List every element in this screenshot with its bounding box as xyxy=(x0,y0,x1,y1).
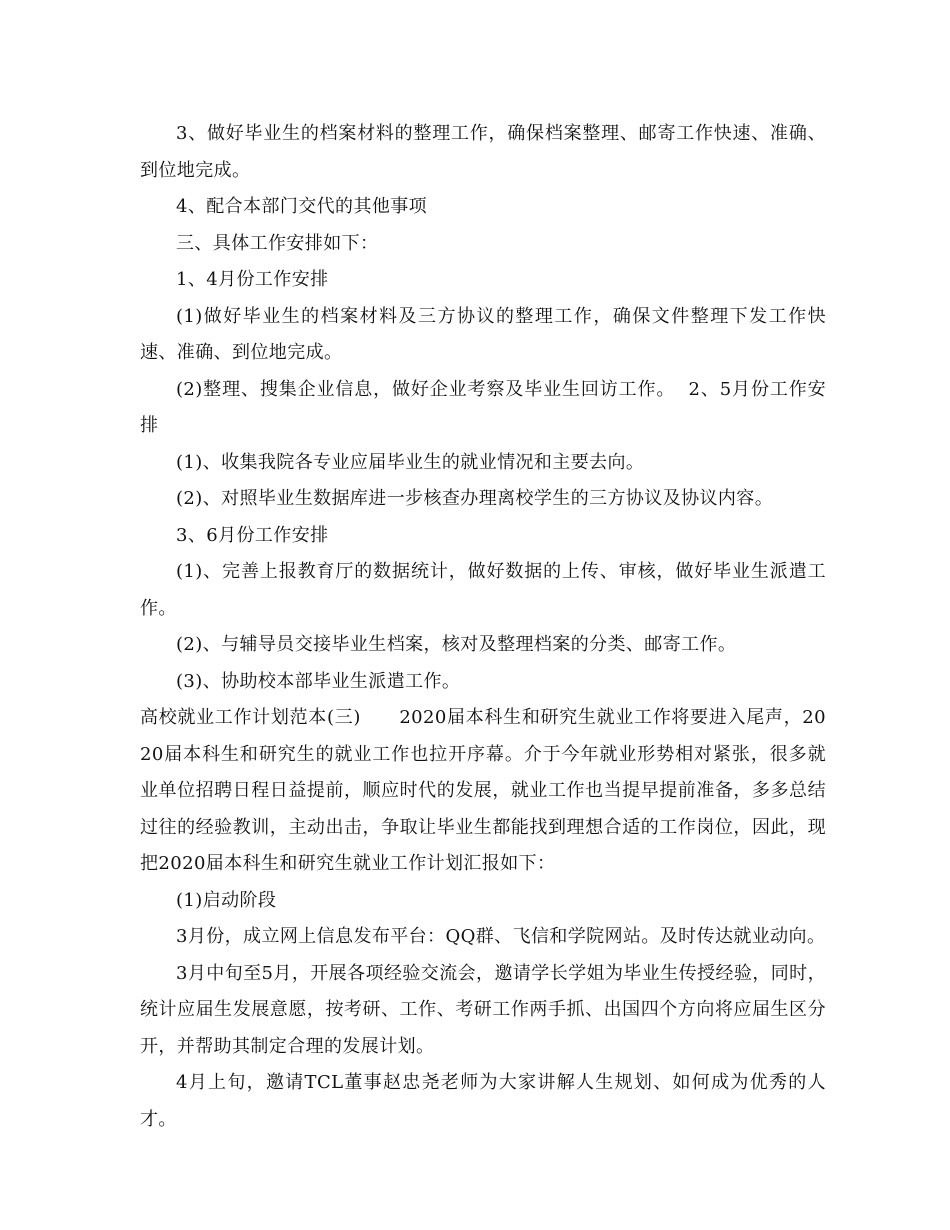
paragraph-june-1: (1)、完善上报教育厅的数据统计，做好数据的上传、审核，做好毕业生派遣工作。 xyxy=(140,561,826,619)
paragraph-april-1: (1)做好毕业生的档案材料及三方协议的整理工作，确保文件整理下发工作快速、准确、到位地完成。 xyxy=(140,305,826,363)
paragraph-april-2: (2)整理、搜集企业信息，做好企业考察及毕业生回访工作。 2、5月份工作安排 xyxy=(140,378,826,436)
paragraph-may-1: (1)、收集我院各专业应届毕业生的就业情况和主要去向。 xyxy=(176,451,645,473)
paragraph-mid-march-may: 3月中旬至5月，开展各项经验交流会，邀请学长学姐为毕业生传授经验，同时，统计应届生发展意愿，按考研、工作、考研工作两手抓、出国四个方向将应届生区分开，并帮助其制定合理的发展计划。 xyxy=(140,962,826,1057)
subheading-april: 1、4月份工作安排 xyxy=(176,269,329,290)
paragraph-june-3: (3)、协助校本部毕业生派遣工作。 xyxy=(176,670,461,692)
paragraph-item-3: 3、做好毕业生的档案材料的整理工作，确保档案整理、邮寄工作快速、准确、到位地完成。 xyxy=(140,123,826,181)
document-body xyxy=(140,116,826,1138)
paragraph-early-april: 4月上旬，邀请TCL董事赵忠尧老师为大家讲解人生规划、如何成为优秀的人才。 xyxy=(140,1072,826,1130)
subheading-start-phase: (1)启动阶段 xyxy=(176,889,277,911)
paragraph-march: 3月份，成立网上信息发布平台：QQ群、飞信和学院网站。及时传达就业动向。 xyxy=(176,926,826,947)
paragraph-june-2: (2)、与辅导员交接毕业生档案，核对及整理档案的分类、邮寄工作。 xyxy=(176,634,737,655)
paragraph-plan-three-intro: 高校就业工作计划范本(三) 2020届本科生和研究生就业工作将要进入尾声，2020届本科生和研究生的就业工作也拉开序幕。介于今年就业形势相对紧张，很多就业单位招聘日程日益提前，顺应时代的发展，就业工作也当提早提前准备，多多总结过往的经验教训，主动出击，争取让毕业生都能找到理想合适的工作岗位，因此，现把2020届本科生和研究生就业工作计划汇报如下： xyxy=(140,707,826,874)
section-heading-schedule: 三、具体工作安排如下： xyxy=(176,232,379,254)
subheading-june: 3、6月份工作安排 xyxy=(176,524,329,546)
paragraph-item-4: 4、配合本部门交代的其他事项 xyxy=(176,196,428,217)
paragraph-may-2: (2)、对照毕业生数据库进一步核查办理离校学生的三方协议及协议内容。 xyxy=(176,488,774,509)
